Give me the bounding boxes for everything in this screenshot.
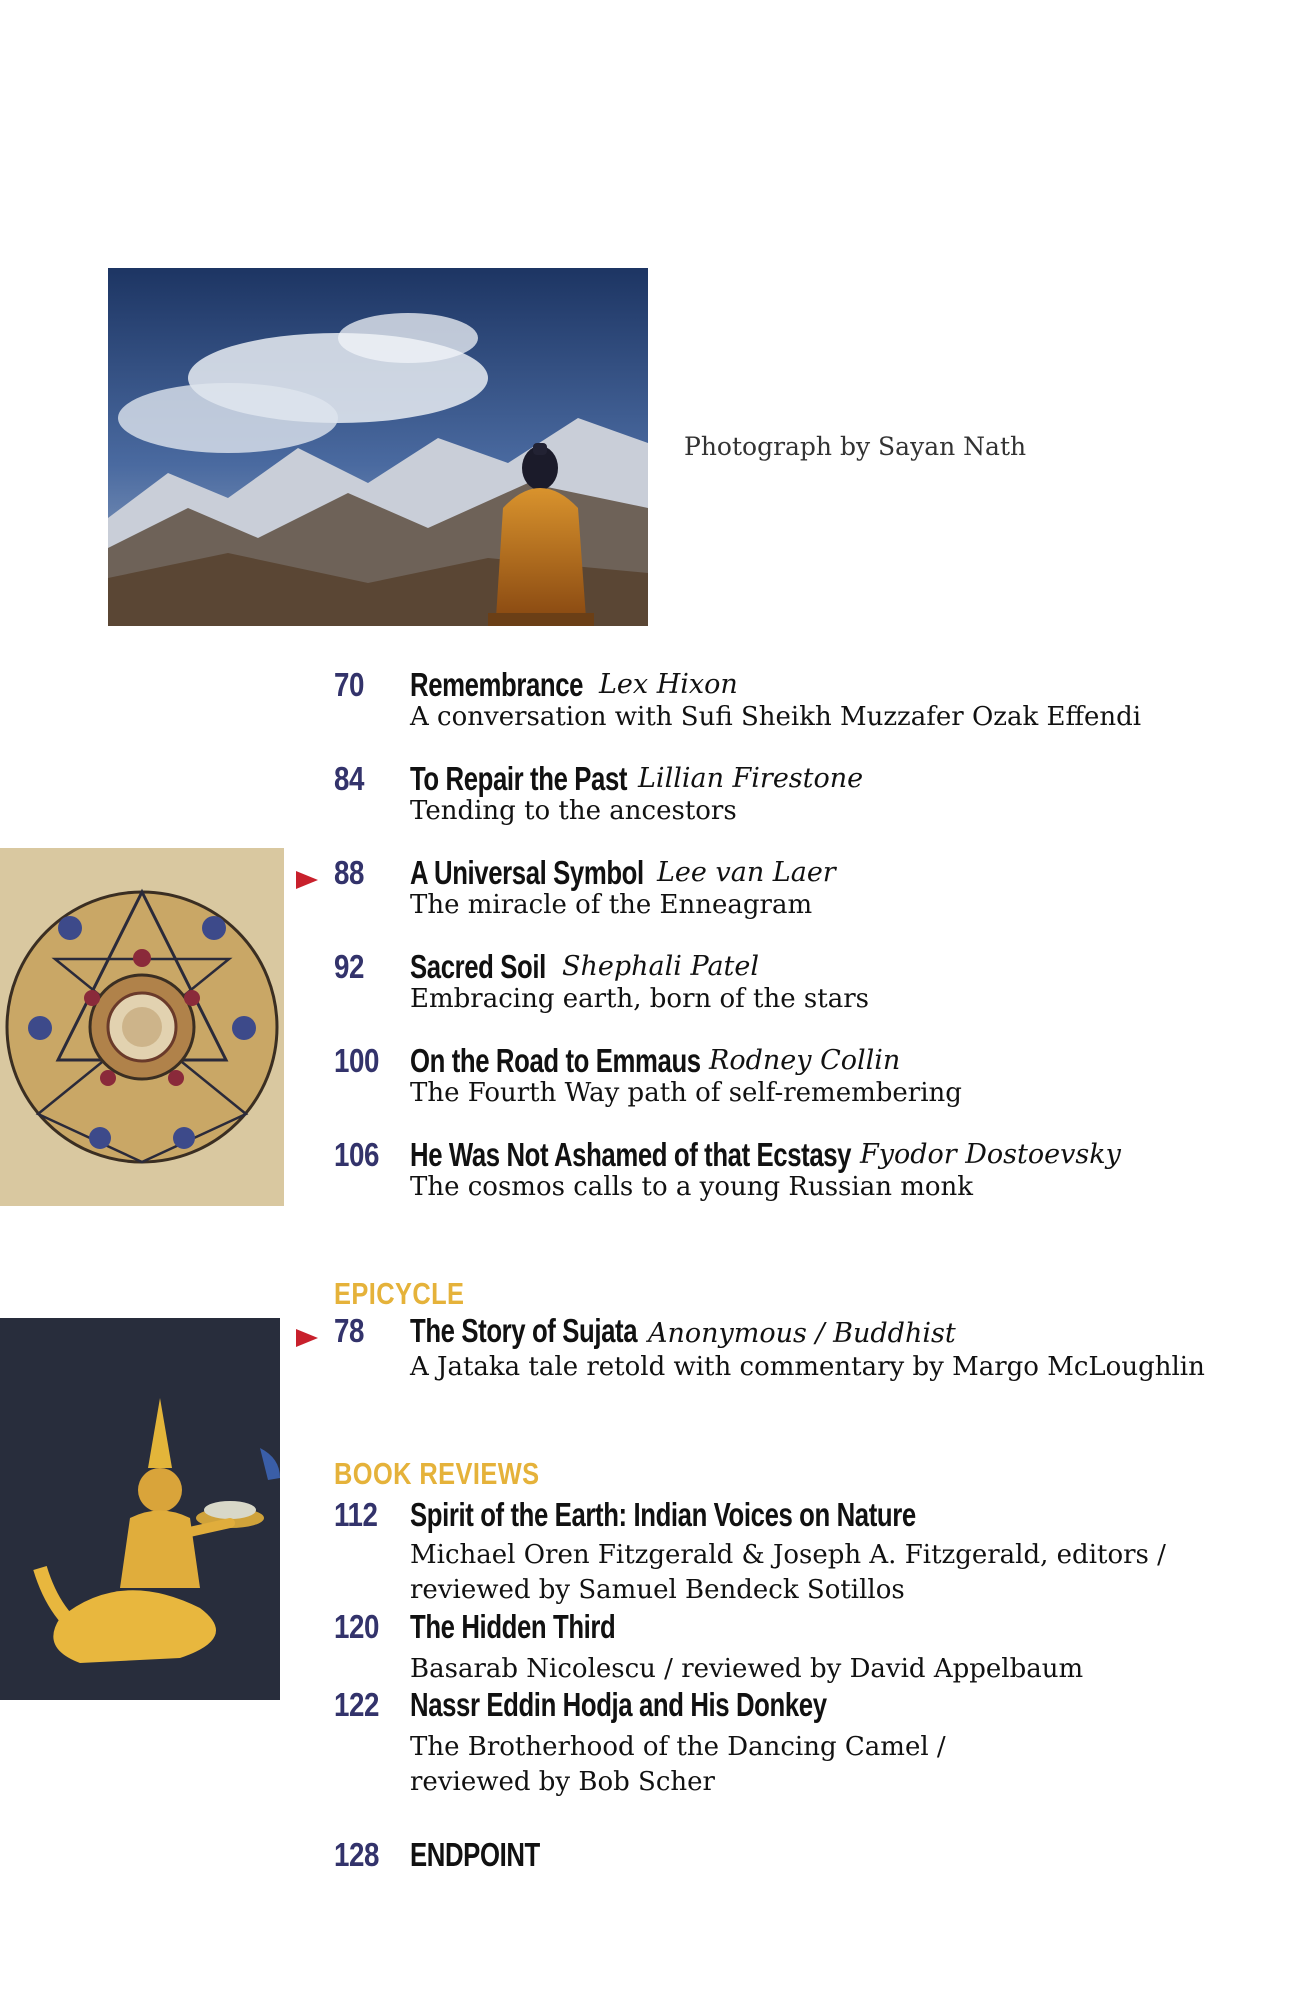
page-number: 92 [334,948,365,985]
article-description: Basarab Nicolescu / reviewed by David Appelbaum [410,1654,1084,1684]
article-title: To Repair the Past [410,760,628,797]
article-description: The Brotherhood of the Dancing Camel / [410,1732,946,1762]
sujata-painting [0,1318,280,1700]
article-description: Embracing earth, born of the stars [410,984,869,1014]
article-title: Spirit of the Earth: Indian Voices on Nature [410,1496,916,1533]
article-author: Anonymous / Buddhist [648,1318,956,1349]
article-title: The Hidden Third [410,1608,616,1645]
article-title: He Was Not Ashamed of that Ecstasy [410,1136,852,1173]
article-description: A conversation with Sufi Sheikh Muzzafer Ozak Effendi [410,702,1142,732]
section-heading-book-reviews: BOOK REVIEWS [334,1456,540,1491]
article-author: Lee van Laer [657,857,836,888]
page-number: 78 [334,1312,365,1349]
article-title: Remembrance [410,666,584,703]
article-title: Sacred Soil [410,948,546,985]
enneagram-illustration [0,848,284,1206]
article-description-line2: reviewed by Bob Scher [410,1767,715,1797]
article-description: Tending to the ancestors [410,796,737,826]
article-title: A Universal Symbol [410,854,644,891]
article-description: The Fourth Way path of self-remembering [410,1078,962,1108]
article-description: A Jataka tale retold with commentary by Margo McLoughlin [410,1352,1205,1382]
page-number: 106 [334,1136,379,1173]
article-description: The cosmos calls to a young Russian monk [410,1172,974,1202]
himalaya-buddha-photo [108,268,648,626]
article-author: Fyodor Dostoevsky [860,1139,1121,1170]
page-number: 112 [334,1496,378,1533]
section-heading-epicycle: EPICYCLE [334,1276,465,1311]
article-title: On the Road to Emmaus [410,1042,701,1079]
article-description: The miracle of the Enneagram [410,890,813,920]
page-number: 84 [334,760,365,797]
page-number: 88 [334,854,365,891]
article-author: Lillian Firestone [638,763,864,794]
page-number: 120 [334,1608,379,1645]
article-description-line2: reviewed by Samuel Bendeck Sotillos [410,1575,905,1605]
article-author: Lex Hixon [599,669,738,700]
article-title: The Story of Sujata [410,1312,638,1349]
page-number: 122 [334,1686,379,1723]
page-number: 128 [334,1836,379,1873]
page-number: 100 [334,1042,379,1079]
article-author: Rodney Collin [709,1045,901,1076]
highlight-arrow-icon [296,871,318,889]
article-description: Michael Oren Fitzgerald & Joseph A. Fitzgerald, editors / [410,1540,1166,1570]
article-title: ENDPOINT [410,1836,540,1873]
highlight-arrow-icon [296,1329,318,1347]
article-title: Nassr Eddin Hodja and His Donkey [410,1686,827,1723]
article-author: Shephali Patel [562,951,760,982]
photo-caption: Photograph by Sayan Nath [684,432,1027,461]
page-number: 70 [334,666,365,703]
